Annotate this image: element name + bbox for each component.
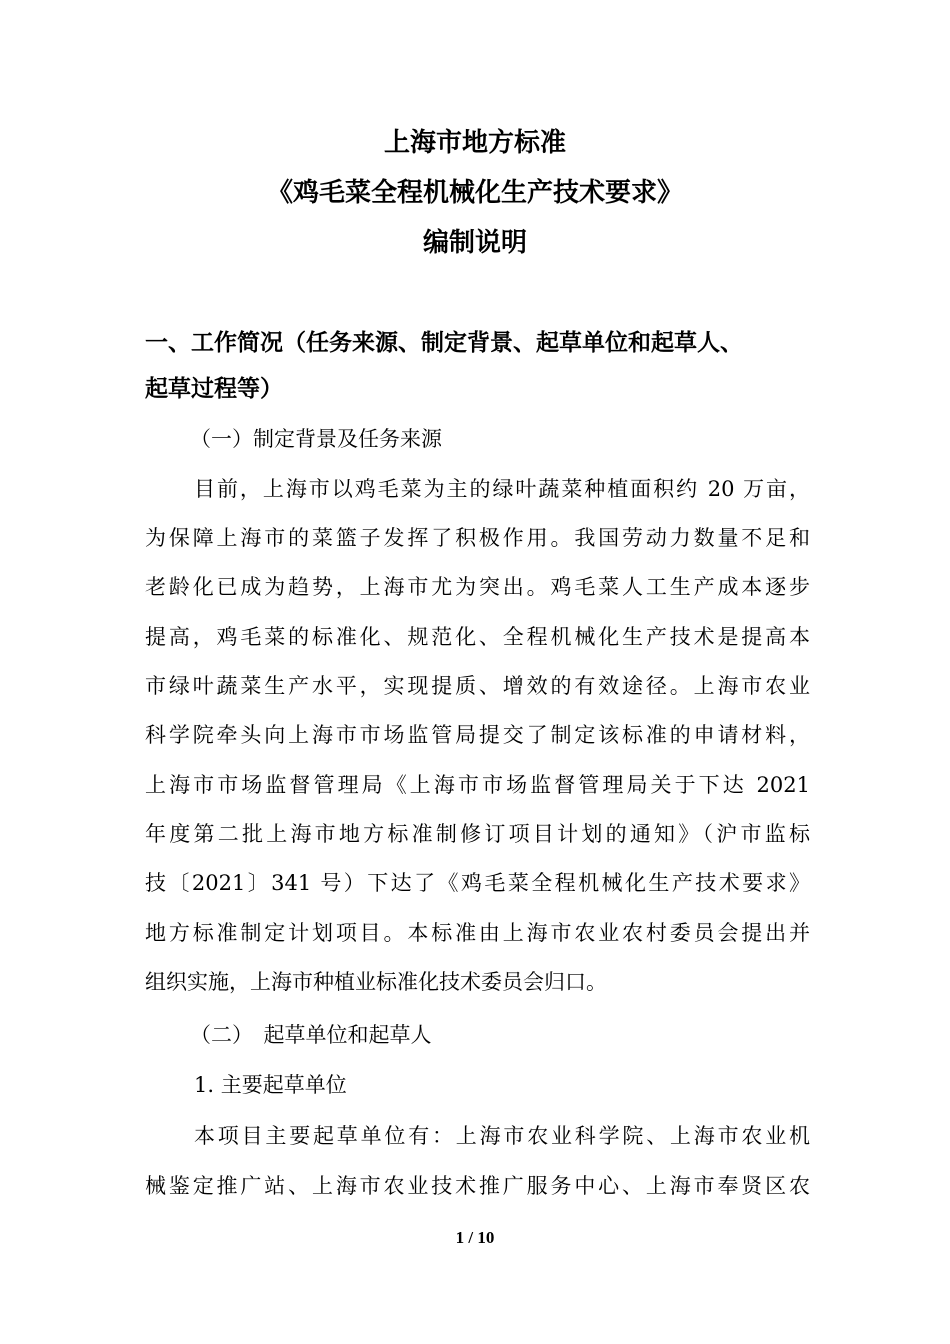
section-heading-work-overview: [145, 320, 810, 412]
title-line-1: 上海市地方标准: [383, 128, 566, 158]
paragraph-line: 科学院牵头向上海市市场监管局提交了制定该标准的申请材料，: [145, 723, 810, 747]
subsection-heading-drafters: （二） 起草单位和起草人: [190, 1023, 432, 1047]
paragraph-line: 提高，鸡毛菜的标准化、规范化、全程机械化生产技术是提高本: [145, 625, 810, 649]
paragraph-line: 本项目主要起草单位有：上海市农业科学院、上海市农业机: [194, 1124, 810, 1148]
paragraph-line: 技〔2021〕341 号）下达了《鸡毛菜全程机械化生产技术要求》: [145, 871, 810, 895]
paragraph-line: 为保障上海市的菜篮子发挥了积极作用。我国劳动力数量不足和: [145, 526, 810, 550]
item-heading-drafting-units: 1. 主要起草单位: [194, 1073, 347, 1097]
subsection-heading-background: （一）制定背景及任务来源: [190, 427, 442, 451]
document-title: [0, 118, 950, 268]
paragraph-line: 械鉴定推广站、上海市农业技术推广服务中心、上海市奉贤区农: [145, 1174, 810, 1198]
paragraph-line: 目前，上海市以鸡毛菜为主的绿叶蔬菜种植面积约 20 万亩，: [194, 477, 810, 501]
paragraph-line: 老龄化已成为趋势，上海市尤为突出。鸡毛菜人工生产成本逐步: [145, 575, 810, 599]
title-line-3: 编制说明: [422, 228, 527, 258]
paragraph-line: 地方标准制定计划项目。本标准由上海市农业农村委员会提出并: [145, 921, 810, 945]
section-heading-line-2: 起草过程等）: [145, 376, 283, 402]
page-number: 1 / 10: [455, 1228, 495, 1247]
paragraph-line: 市绿叶蔬菜生产水平，实现提质、增效的有效途径。上海市农业: [145, 674, 810, 698]
title-line-2: 《鸡毛菜全程机械化生产技术要求》: [266, 178, 683, 208]
section-heading-line-1: 一、工作简况（任务来源、制定背景、起草单位和起草人、: [145, 330, 743, 356]
paragraph-line: 年度第二批上海市地方标准制修订项目计划的通知》（沪市监标: [145, 822, 810, 846]
paragraph-line: 上海市市场监督管理局《上海市市场监督管理局关于下达 2021: [145, 773, 810, 797]
paragraph-line: 组织实施，上海市种植业标准化技术委员会归口。: [145, 970, 607, 994]
